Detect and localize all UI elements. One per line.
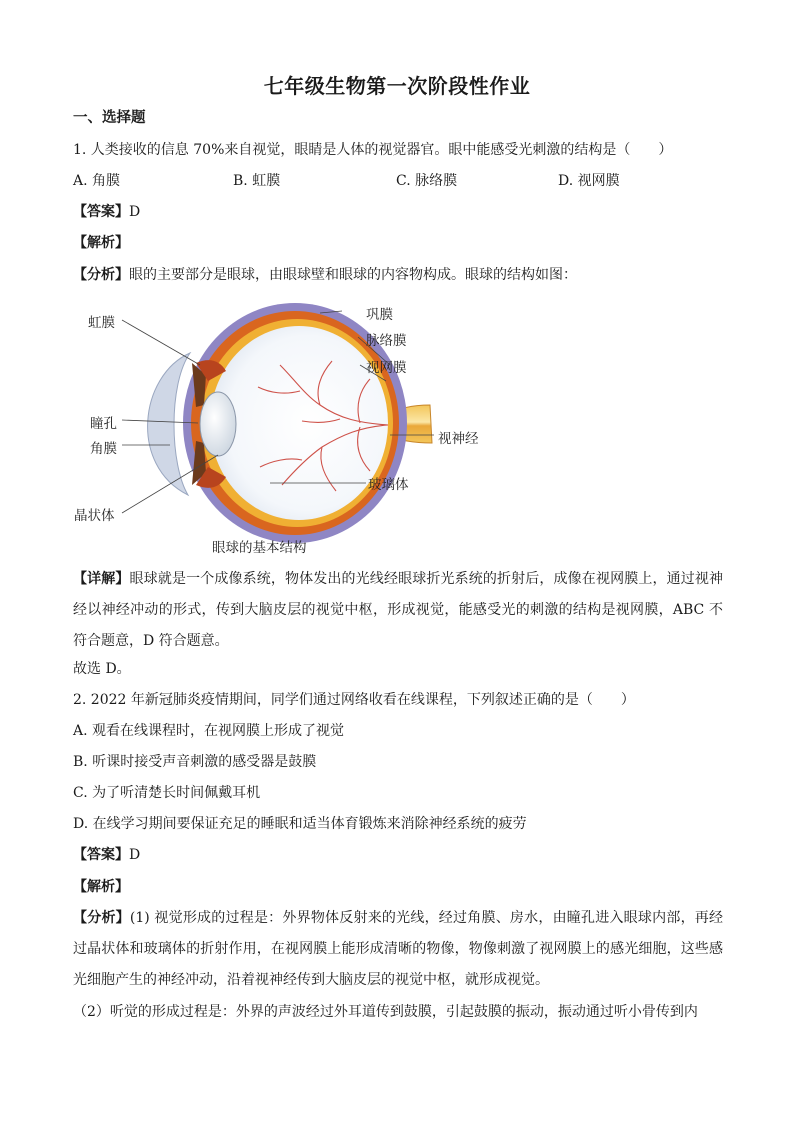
answer-tag: 【答案】 <box>73 204 129 220</box>
eyeball-illustration <box>70 295 510 557</box>
q2-analysis-1 <box>73 903 723 996</box>
q2-option-b: B. 听课时接受声音刺激的感受器是鼓膜 <box>73 754 317 770</box>
question-2-stem: 2. 2022 年新冠肺炎疫情期间，同学们通过网络收看在线课程，下列叙述正确的是（ ） <box>73 692 635 708</box>
q1-conclusion: 故选 D。 <box>73 661 131 677</box>
label-lens: 晶状体 <box>74 508 115 524</box>
label-iris: 虹膜 <box>88 315 115 331</box>
answer-tag: 【答案】 <box>73 847 129 863</box>
label-retina: 视网膜 <box>366 360 407 376</box>
analysis-tag: 【分析】 <box>73 267 129 283</box>
q1-answer <box>73 202 140 222</box>
q1-option-c: C. 脉络膜 <box>396 173 458 189</box>
q2-analysis-label: 【解析】 <box>73 879 129 895</box>
label-cornea: 角膜 <box>90 441 117 457</box>
section-heading: 一、选择题 <box>73 110 146 126</box>
label-sclera: 巩膜 <box>366 307 393 323</box>
q1-analysis-label: 【解析】 <box>73 235 129 251</box>
q2-answer <box>73 845 140 865</box>
label-pupil: 瞳孔 <box>90 416 117 432</box>
label-choroid: 脉络膜 <box>366 333 407 349</box>
q2-option-c: C. 为了听清楚长时间佩戴耳机 <box>73 785 261 801</box>
q1-detail <box>73 564 723 657</box>
q1-analysis <box>73 265 577 285</box>
q1-option-d: D. 视网膜 <box>558 173 620 189</box>
q1-option-a: A. 角膜 <box>73 173 121 189</box>
question-1-stem: 1. 人类接收的信息 70%来自视觉，眼睛是人体的视觉器官。眼中能感受光刺激的结构是（ ） <box>73 142 673 158</box>
detail-text: 眼球就是一个成像系统，物体发出的光线经眼球折光系统的折射后，成像在视网膜上，通过视神经以神经冲动的形式，传到大脑皮层的视觉中枢，形成视觉，能感受光的刺激的结构是视网膜，ABC 不符合题意，D 符合题意。 <box>73 571 724 649</box>
detail-tag: 【详解】 <box>73 571 130 587</box>
eyeball-diagram <box>70 295 510 557</box>
q1-option-b: B. 虹膜 <box>233 173 281 189</box>
answer-value: D <box>129 847 141 863</box>
label-optic-nerve: 视神经 <box>438 431 479 447</box>
label-vitreous: 玻璃体 <box>368 477 409 493</box>
page-title: 七年级生物第一次阶段性作业 <box>263 74 531 98</box>
analysis-text: 眼的主要部分是眼球，由眼球壁和眼球的内容物构成。眼球的结构如图： <box>129 267 577 283</box>
figure-caption: 眼球的基本结构 <box>212 540 307 556</box>
q2-option-a: A. 观看在线课程时，在视网膜上形成了视觉 <box>73 723 345 739</box>
answer-value: D <box>129 204 141 220</box>
analysis-text: (1) 视觉形成的过程是：外界物体反射来的光线，经过角膜、房水，由瞳孔进入眼球内部，再经过晶状体和玻璃体的折射作用，在视网膜上能形成清晰的物像，物像刺激了视网膜上的感光细胞，这些感光细胞产生的神经冲动，沿着视神经传到大脑皮层的视觉中枢，就形成视觉。 <box>73 910 724 988</box>
q2-option-d: D. 在线学习期间要保证充足的睡眠和适当体育锻炼来消除神经系统的疲劳 <box>73 816 527 832</box>
q2-analysis-2: （2）听觉的形成过程是：外界的声波经过外耳道传到鼓膜，引起鼓膜的振动，振动通过听小骨传到内 <box>73 1004 698 1020</box>
analysis-tag: 【分析】 <box>73 910 130 926</box>
